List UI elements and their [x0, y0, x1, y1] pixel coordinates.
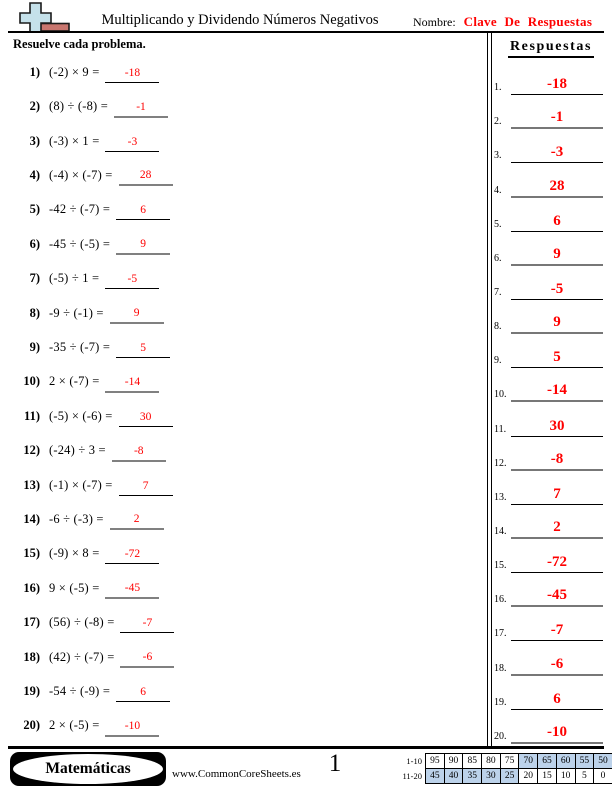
instructions: Resuelve cada problema. [13, 37, 146, 51]
answer-row [494, 573, 606, 607]
answer-row [494, 232, 606, 266]
problem-answer: 5 [140, 341, 146, 354]
problem-row [14, 606, 479, 640]
problem-expression: 2 × (-7) = [49, 374, 100, 389]
problem-answer: 28 [139, 169, 152, 182]
problem-answer: 9 [140, 238, 146, 251]
answers-list [494, 61, 606, 744]
answer-blank[interactable]: -6 [511, 656, 603, 676]
problem-row [14, 433, 479, 467]
problem-row [14, 227, 479, 261]
header-rule [8, 31, 604, 33]
score-cell: 60 [556, 753, 576, 769]
problem-answer-blank[interactable] [112, 440, 166, 462]
problem-answer-blank[interactable] [105, 268, 159, 289]
answers-panel-title [496, 37, 606, 58]
answer-row [494, 437, 606, 471]
score-cell: 75 [500, 753, 520, 769]
score-cell: 90 [444, 753, 464, 769]
answer-row [494, 676, 606, 710]
problem-expression: (56) ÷ (-8) = [49, 615, 115, 630]
website-url: www.CommonCoreSheets.es [172, 768, 301, 780]
problem-answer: 30 [139, 410, 152, 423]
problem-row [14, 330, 479, 364]
answer-row [494, 710, 606, 744]
problem-number: 9) [29, 339, 40, 354]
score-cell: 95 [425, 753, 445, 769]
answer-row [494, 129, 606, 163]
answer-number: 1. [494, 82, 502, 94]
problem-row [14, 468, 479, 502]
score-cell: 20 [518, 768, 538, 784]
problem-expression: (-5) × (-6) = [49, 408, 113, 423]
problem-answer-blank[interactable] [105, 131, 159, 152]
answer-number: 20. [494, 730, 507, 742]
answer-row [494, 266, 606, 300]
problem-expression: -9 ÷ (-1) = [49, 305, 104, 320]
score-range-label: 1-10 [406, 756, 422, 766]
problem-answer-blank[interactable] [120, 646, 174, 668]
problem-answer: -5 [127, 273, 138, 286]
footer-rule [8, 746, 604, 749]
answer-row [494, 198, 606, 232]
problem-expression: 2 × (-5) = [49, 718, 100, 733]
problem-answer-blank[interactable] [116, 233, 170, 255]
problem-answer-blank[interactable] [114, 96, 168, 118]
answer-blank[interactable]: -3 [511, 144, 603, 163]
problem-number: 18) [23, 649, 40, 664]
answer-number: 11. [494, 423, 507, 435]
problem-number: 11) [24, 408, 40, 423]
problem-row [14, 674, 479, 708]
problem-answer: 9 [133, 307, 140, 320]
problem-answer-blank[interactable] [105, 715, 159, 737]
score-cell: 70 [518, 753, 538, 769]
score-cell: 30 [481, 768, 501, 784]
answer-row [494, 163, 606, 197]
subject-badge [10, 752, 166, 786]
answer-blank[interactable]: -18 [511, 76, 603, 95]
problem-number: 16) [23, 580, 40, 595]
problem-expression: -6 ÷ (-3) = [49, 511, 104, 526]
problem-answer-blank[interactable] [105, 577, 159, 599]
answer-number: 13. [494, 491, 507, 503]
answer-number: 6. [494, 252, 502, 264]
problem-number: 2) [29, 99, 40, 114]
answer-blank[interactable]: -45 [511, 587, 603, 607]
answer-number: 5. [494, 218, 502, 230]
answer-row [494, 505, 606, 539]
problem-number: 7) [29, 271, 40, 286]
score-range-label: 11-20 [402, 771, 422, 781]
answer-number: 12. [494, 457, 507, 469]
problem-answer: 6 [140, 204, 146, 217]
problem-answer-blank[interactable] [105, 543, 159, 564]
problem-number: 19) [23, 684, 40, 699]
score-cell: 85 [462, 753, 482, 769]
score-cells [425, 768, 612, 784]
problem-row [14, 89, 479, 123]
subject-badge-label: Matemáticas [13, 754, 163, 784]
problem-row [14, 193, 479, 227]
score-table [396, 753, 612, 784]
answer-blank[interactable]: 7 [511, 486, 603, 505]
problem-answer-blank[interactable] [119, 475, 173, 496]
score-cell: 10 [556, 768, 576, 784]
column-divider [487, 33, 492, 746]
problem-row [14, 571, 479, 605]
problem-expression: (-5) ÷ 1 = [49, 271, 100, 286]
score-cell: 0 [593, 768, 612, 784]
problem-number: 13) [23, 477, 40, 492]
answer-blank[interactable]: -72 [511, 554, 603, 573]
problem-expression: 9 × (-5) = [49, 580, 100, 595]
answer-row [494, 641, 606, 675]
problem-number: 4) [29, 167, 40, 182]
answer-row [494, 334, 606, 368]
problem-answer-blank[interactable] [116, 337, 170, 358]
answer-number: 3. [494, 150, 502, 162]
problem-number: 5) [29, 202, 40, 217]
answer-row [494, 300, 606, 334]
answer-blank[interactable]: 6 [511, 691, 603, 710]
problem-expression: (-2) × 9 = [49, 64, 100, 79]
score-cell: 40 [444, 768, 464, 784]
problem-expression: (-24) ÷ 3 = [49, 443, 106, 458]
answer-number: 15. [494, 560, 507, 572]
problem-answer-blank[interactable] [105, 62, 159, 83]
answer-number: 4. [494, 184, 502, 196]
answer-blank[interactable]: -10 [511, 724, 603, 744]
score-cell: 50 [593, 753, 612, 769]
math-plus-icon [9, 2, 71, 33]
score-cell: 25 [500, 768, 520, 784]
problems-list [14, 55, 479, 743]
problem-expression: (-3) × 1 = [49, 133, 100, 148]
problem-row [14, 537, 479, 571]
answer-key-label: Clave De Respuestas [463, 14, 593, 29]
problem-expression: (42) ÷ (-7) = [49, 649, 115, 664]
problem-answer-blank[interactable] [116, 199, 170, 220]
problem-answer: -1 [136, 100, 146, 113]
answer-row [494, 471, 606, 505]
problem-number: 15) [23, 546, 40, 561]
problem-answer-blank[interactable] [105, 371, 159, 393]
name-row [413, 14, 592, 30]
problem-answer: -8 [133, 444, 144, 457]
problem-answer: -10 [124, 719, 141, 732]
problem-answer: -72 [124, 548, 141, 561]
problem-expression: (-4) × (-7) = [49, 167, 113, 182]
page-number: 1 [328, 750, 342, 777]
answer-number: 8. [494, 321, 502, 333]
problem-answer: 2 [133, 513, 140, 526]
problem-answer: -3 [127, 135, 138, 148]
problem-number: 10) [23, 374, 40, 389]
score-cell: 35 [462, 768, 482, 784]
score-cell: 65 [537, 753, 557, 769]
problem-row [14, 399, 479, 433]
problem-row [14, 709, 479, 743]
problem-answer-blank[interactable] [116, 681, 170, 702]
answer-row [494, 368, 606, 402]
answer-blank[interactable]: 9 [511, 314, 603, 334]
problem-expression: (-9) × 8 = [49, 546, 100, 561]
problem-row [14, 640, 479, 674]
problem-expression: -35 ÷ (-7) = [49, 339, 111, 354]
problem-answer: -14 [124, 375, 141, 388]
answer-blank[interactable]: -8 [511, 451, 603, 471]
worksheet-title: Multiplicando y Dividendo Números Negativos [101, 12, 379, 28]
score-cells [425, 753, 612, 769]
answer-number: 18. [494, 662, 507, 674]
score-cell: 80 [481, 753, 501, 769]
answer-number: 9. [494, 355, 502, 367]
problem-row [14, 502, 479, 536]
problem-answer: -7 [142, 617, 153, 630]
problem-row [14, 261, 479, 295]
score-cell: 45 [425, 768, 445, 784]
answer-number: 16. [494, 594, 507, 606]
answer-blank[interactable]: -1 [511, 109, 603, 129]
answer-blank[interactable]: 9 [511, 246, 603, 266]
problem-number: 12) [23, 443, 40, 458]
name-label: Nombre: [413, 15, 456, 29]
answer-blank[interactable]: -7 [511, 622, 603, 641]
answer-number: 2. [494, 116, 502, 128]
problem-row [14, 55, 479, 89]
problem-expression: (8) ÷ (-8) = [49, 99, 108, 114]
answer-row [494, 539, 606, 573]
problem-row [14, 124, 479, 158]
problem-number: 3) [29, 133, 40, 148]
problem-answer: 6 [140, 686, 146, 699]
answer-row [494, 95, 606, 129]
problem-number: 6) [29, 236, 40, 251]
problem-answer: 7 [142, 479, 149, 492]
problem-number: 20) [23, 718, 40, 733]
answer-blank[interactable]: -14 [511, 382, 603, 402]
problem-answer-blank[interactable] [110, 302, 164, 324]
answer-blank[interactable]: 5 [511, 349, 603, 368]
score-cell: 55 [575, 753, 595, 769]
answer-number: 14. [494, 525, 507, 537]
problem-answer-blank[interactable] [119, 406, 173, 427]
problem-answer-blank[interactable] [119, 164, 173, 186]
score-cell: 15 [537, 768, 557, 784]
problem-number: 17) [23, 615, 40, 630]
score-cell: 5 [575, 768, 595, 784]
problem-answer: -18 [124, 66, 141, 79]
answer-blank[interactable]: -5 [511, 281, 603, 300]
problem-answer: -45 [124, 582, 141, 595]
answers-panel-title-text: Respuestas [508, 39, 594, 58]
answer-blank[interactable]: 28 [511, 178, 603, 198]
problem-row [14, 158, 479, 192]
answer-number: 7. [494, 286, 502, 298]
score-row [396, 768, 612, 784]
problem-answer: -6 [142, 651, 153, 664]
problem-expression: -42 ÷ (-7) = [49, 202, 111, 217]
answer-number: 10. [494, 389, 507, 401]
problem-number: 8) [29, 305, 40, 320]
answer-row [494, 61, 606, 95]
problem-expression: -45 ÷ (-5) = [49, 236, 111, 251]
problem-number: 14) [23, 511, 40, 526]
problem-answer-blank[interactable] [110, 508, 164, 530]
answer-number: 19. [494, 696, 507, 708]
problem-expression: (-1) × (-7) = [49, 477, 113, 492]
problem-expression: -54 ÷ (-9) = [49, 684, 111, 699]
answer-row [494, 402, 606, 436]
answer-blank[interactable]: 6 [511, 213, 603, 232]
problem-answer-blank[interactable] [120, 612, 174, 633]
answer-blank[interactable]: 30 [511, 418, 603, 437]
score-row [396, 753, 612, 769]
answer-row [494, 607, 606, 641]
problem-row [14, 296, 479, 330]
problem-row [14, 365, 479, 399]
answer-number: 17. [494, 628, 507, 640]
problem-number: 1) [29, 64, 40, 79]
answer-blank[interactable]: 2 [511, 519, 603, 539]
